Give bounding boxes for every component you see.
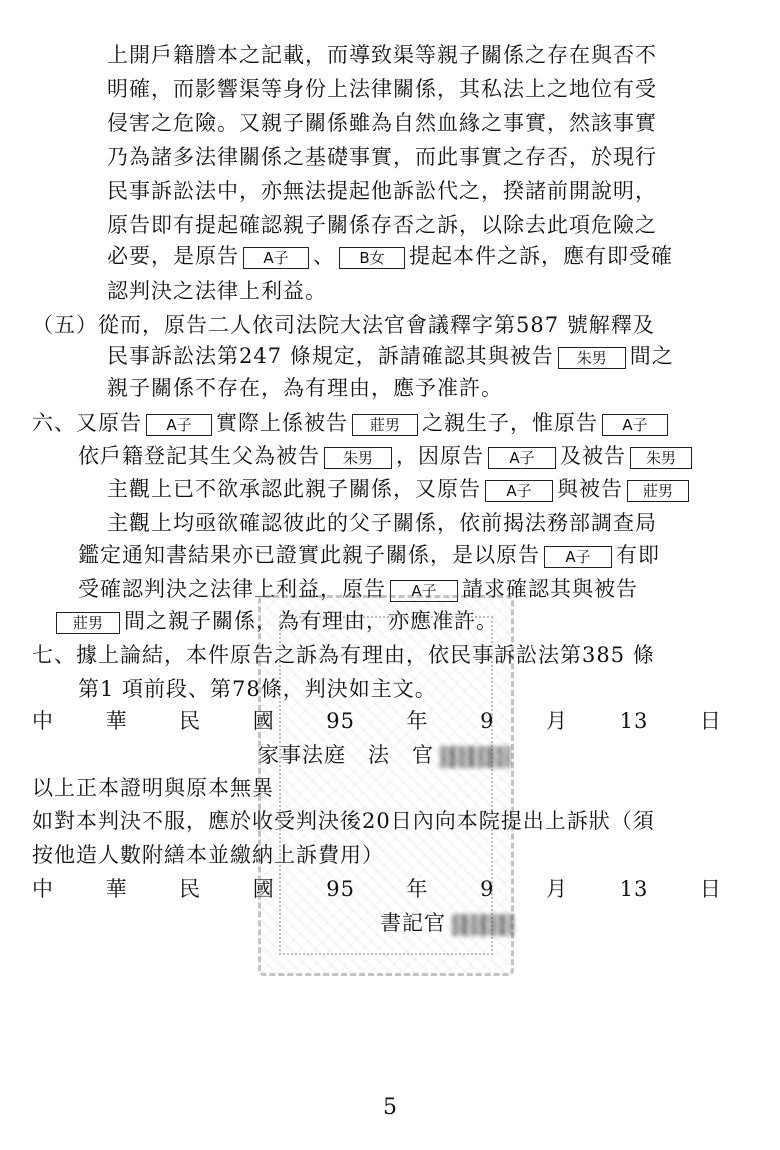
text-line-7: 必要，是原告 A子 、 B女 提起本件之訴，應有即受確: [107, 244, 673, 268]
text-line-5: 民事訴訟法中，亦無法提起他訴訟代之，揆諸前開說明，: [107, 179, 657, 203]
name-box-zhuang-nan: 莊男: [627, 480, 689, 502]
date-line-2: 中 華 民 國 95 年 9 月 13 日: [32, 877, 722, 901]
name-box-zhu-nan: 朱男: [630, 447, 692, 469]
name-box-a-zi: A子: [243, 247, 309, 269]
text-line-4: 乃為諸多法律關係之基礎事實，而此事實之存否，於現行: [107, 145, 657, 169]
text-line-15: 主觀上均亟欲確認彼此的父子關係，依前揭法務部調查局: [107, 511, 657, 535]
court-seal-stamp: [258, 595, 514, 976]
name-box-a-zi: A子: [390, 580, 458, 602]
text-line-1: 上開戶籍謄本之記載，而導致渠等親子關係之存在與否不: [107, 43, 657, 67]
text-line-8: 認判決之法律上利益。: [107, 279, 327, 303]
name-box-zhuang-nan: 莊男: [56, 612, 120, 634]
text-line-14: 主觀上已不欲承認此親子關係，又原告 A子 與被告 莊男: [107, 474, 693, 504]
text-line-19: 七、據上論結，本件原告之訴為有理由，依民事訴訟法第385 條: [32, 643, 655, 667]
name-box-zhu-nan: 朱男: [558, 347, 626, 369]
name-box-a-zi: A子: [488, 447, 556, 469]
text-line-16: 鑑定通知書結果亦已證實此親子關係，是以原告 A子 有即: [78, 543, 660, 567]
name-box-b-nv: B女: [339, 247, 405, 269]
text-line-10: 民事訴訟法第247 條規定，訴請確認其與被告 朱男 間之: [107, 344, 674, 368]
text-line-6: 原告即有提起確認親子關係存否之訴，以除去此項危險之: [107, 213, 657, 237]
name-box-a-zi: A子: [602, 414, 668, 436]
name-box-zhuang-nan: 莊男: [352, 414, 418, 436]
name-box-a-zi: A子: [146, 414, 212, 436]
text-line-18: 莊男 間之親子關係，為有理由，亦應准許。: [56, 606, 498, 636]
text-line-9: （五）從而，原告二人依司法院大法官會議釋字第587 號解釋及: [32, 313, 655, 337]
certification-line: 以上正本證明與原本無異: [32, 776, 274, 800]
clerk-line: 書記官: [380, 908, 514, 938]
appeal-line-2: 按他造人數附繕本並繳納上訴費用）: [32, 843, 384, 867]
text-line-12: 六、又原告 A子 實際上係被告 莊男 之親生子，惟原告 A子: [32, 408, 672, 438]
page-number: 5: [383, 1095, 397, 1120]
text-line-11: 親子關係不存在，為有理由，應予准許。: [107, 376, 503, 400]
court-seal-inner-border: [279, 616, 493, 955]
date-line-1: 中 華 民 國 95 年 9 月 13 日: [32, 709, 722, 733]
name-box-a-zi: A子: [544, 546, 612, 568]
text-line-20: 第1 項前段、第78條，判決如主文。: [78, 677, 437, 701]
text-line-3: 侵害之危險。又親子關係雖為自然血緣之事實，然該事實: [107, 111, 657, 135]
name-box-a-zi: A子: [485, 480, 553, 502]
text-line-17: 受確認判決之法律上利益，原告 A子 請求確認其與被告: [78, 577, 638, 601]
text-line-2: 明確，而影響渠等身份上法律關係，其私法上之地位有受: [107, 77, 657, 101]
name-box-zhu-nan: 朱男: [324, 447, 392, 469]
judge-line: 家事法庭 法 官: [258, 740, 510, 770]
appeal-line-1: 如對本判決不服，應於收受判決後20日內向本院提出上訴狀（須: [32, 809, 655, 833]
text-line-13: 依戶籍登記其生父為被告 朱男 ，因原告 A子 及被告 朱男: [78, 441, 696, 471]
